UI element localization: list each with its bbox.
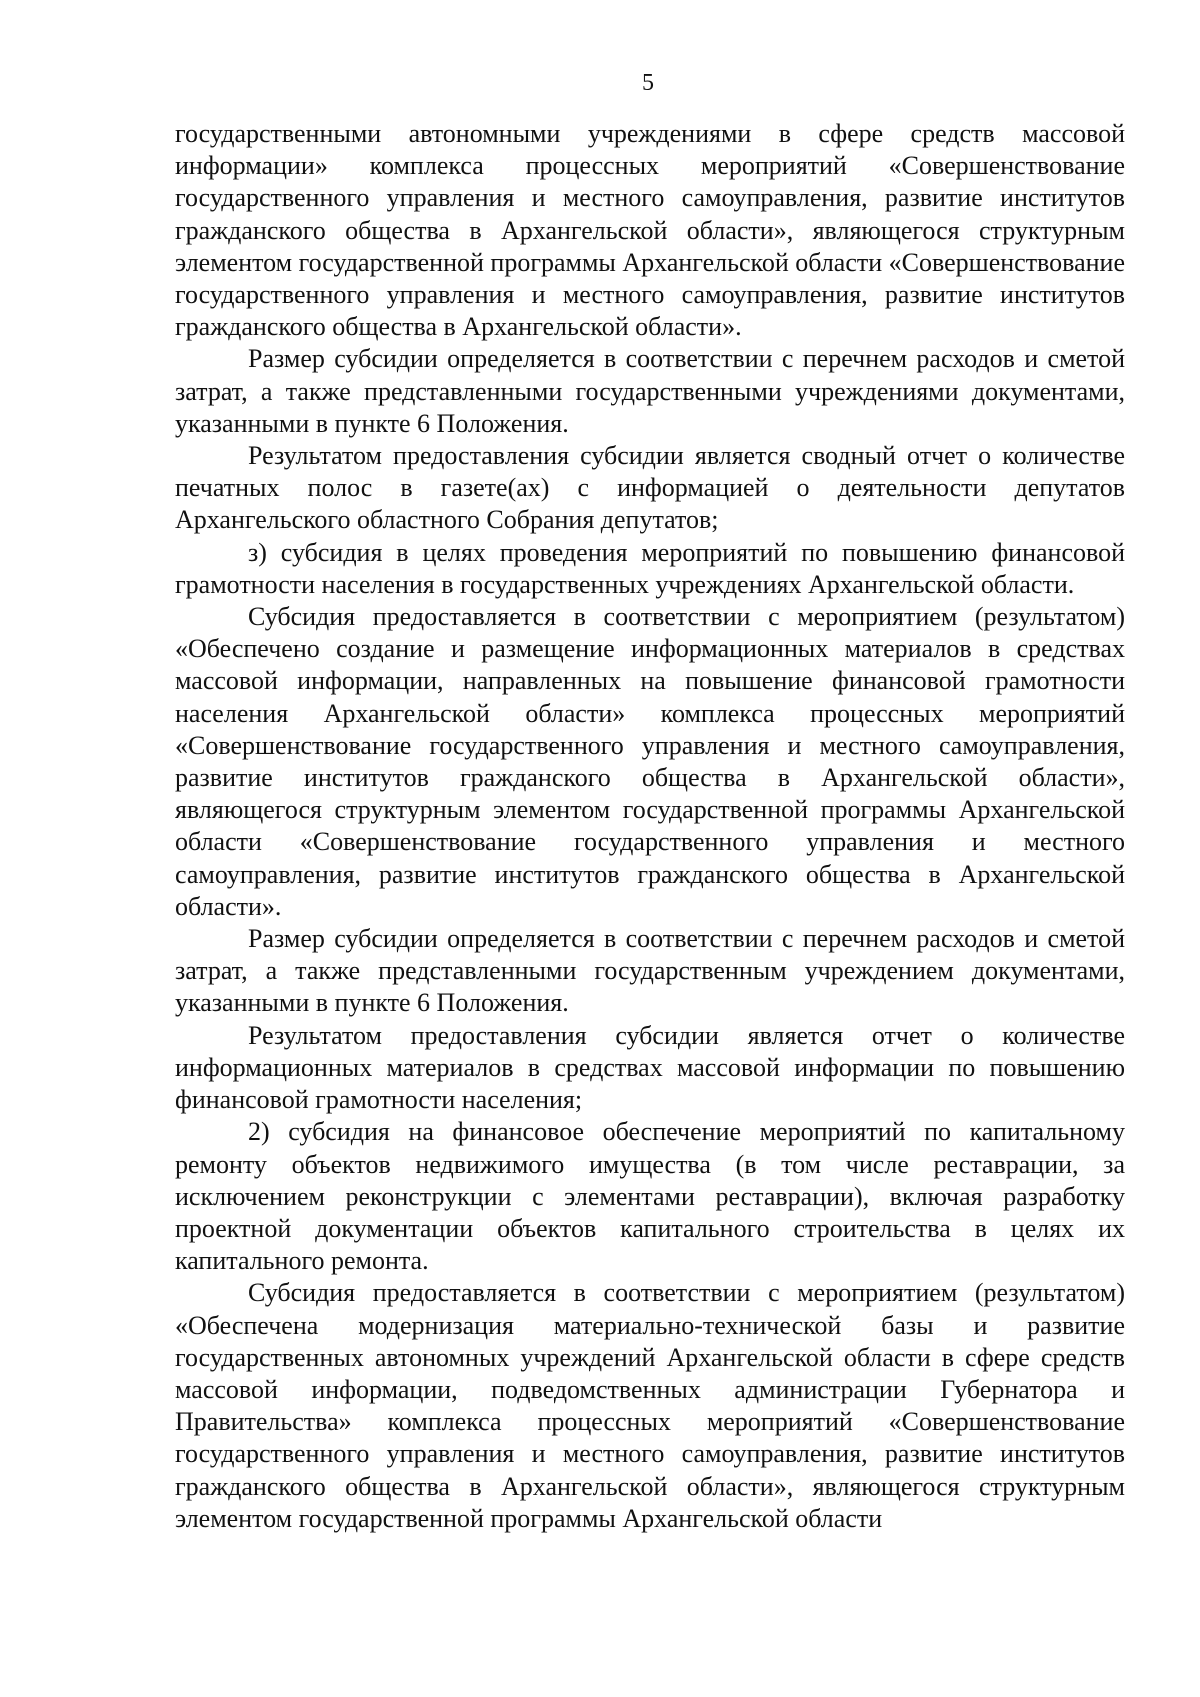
paragraph-subsidy-result-2: Результатом предоставления субсидии является отчет о количестве информационных материалов в средствах массовой информации по повышению финансовой грамотности населения;: [175, 1020, 1125, 1115]
paragraph-subsidy-item-2: 2) субсидия на финансовое обеспечение мероприятий по капитальному ремонту объектов недвижимого имущества (в том числе реставрации, за исключением реконструкции с элементами реставрации), включая разработку проектной документации объектов капитального строительства в целях их капитального ремонта.: [175, 1117, 1125, 1276]
paragraph-subsidy-provision-2: Субсидия предоставляется в соответствии с мероприятием (результатом) «Обеспечено создание и размещение информационных материалов в средствах массовой информации, направленных на повышение финансовой грамотности населения Архангельской области» комплекса процессных мероприятий «Совершенствование государственного управления и местного самоуправления, развитие институтов гражданского общества в Архангельской области», являющегося структурным элементом государственной программы Архангельской области «Совершенствование государственного управления и местного самоуправления, развитие институтов гражданского общества в Архангельской области».: [175, 602, 1125, 921]
paragraph-continuation: государственными автономными учреждениями в сфере средств массовой информации» комплекса процессных мероприятий «Совершенствование государственного управления и местного самоуправления, развитие институтов гражданского общества в Архангельской области», являющегося структурным элементом государственной программы Архангельской области «Совершенствование государственного управления и местного самоуправления, развитие институтов гражданского общества в Архангельской области».: [175, 119, 1125, 342]
document-body: [175, 118, 1125, 1535]
paragraph-subsidy-amount-1: Размер субсидии определяется в соответствии с перечнем расходов и сметой затрат, а также представленными государственными учреждениями документами, указанными в пункте 6 Положения.: [175, 344, 1125, 438]
page-number: 5: [642, 70, 654, 96]
paragraph-subsidy-result-1: Результатом предоставления субсидии является сводный отчет о количестве печатных полос в газете(ах) с информацией о деятельности депутатов Архангельского областного Собрания депутатов;: [175, 441, 1125, 535]
paragraph-subsidy-provision-3: Субсидия предоставляется в соответствии с мероприятием (результатом) «Обеспечена модернизация материально-технической базы и развитие государственных автономных учреждений Архангельской области в сфере средств массовой информации, подведомственных администрации Губернатора и Правительства» комплекса процессных мероприятий «Совершенствование государственного управления и местного самоуправления, развитие институтов гражданского общества в Архангельской области», являющегося структурным элементом государственной программы Архангельской области: [175, 1278, 1125, 1533]
paragraph-subsidy-item-z: з) субсидия в целях проведения мероприятий по повышению финансовой грамотности населения в государственных учреждениях Архангельской области.: [175, 537, 1125, 599]
paragraph-subsidy-amount-2: Размер субсидии определяется в соответствии с перечнем расходов и сметой затрат, а также представленными государственным учреждением документами, указанными в пункте 6 Положения.: [175, 924, 1125, 1018]
